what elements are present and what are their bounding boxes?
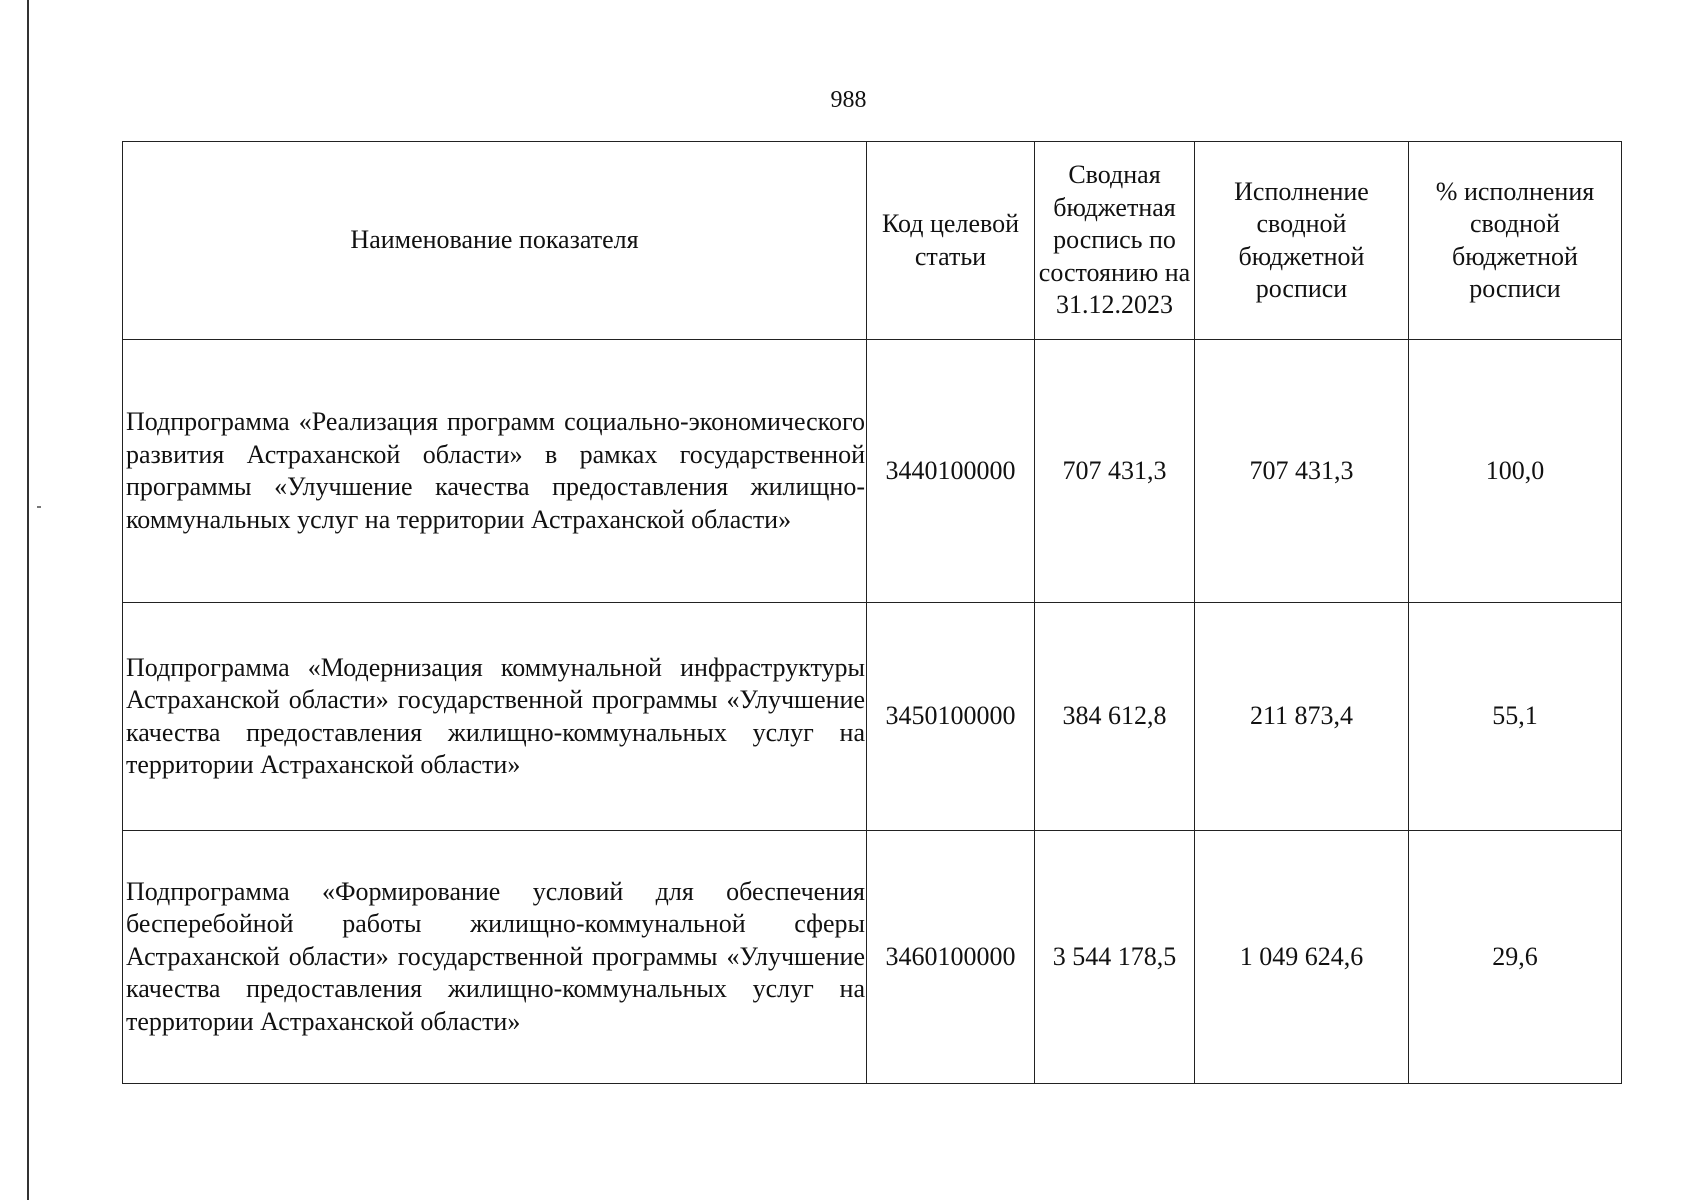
indicator-name-cell: Подпрограмма «Формирование условий для обеспечения бесперебойной работы жилищно-коммунальной сферы Астраханской области» государственной программы «Улучшение качества предоставления жилищно-коммунальных услуг на территории Астраханской области» bbox=[123, 831, 867, 1084]
table-row bbox=[123, 603, 1622, 831]
budget-plan-cell: 3 544 178,5 bbox=[1035, 831, 1195, 1084]
target-code-cell: 3440100000 bbox=[867, 340, 1035, 603]
header-budget-execution: Исполнение сводной бюджетной росписи bbox=[1195, 142, 1409, 340]
execution-percent-cell: 29,6 bbox=[1409, 831, 1622, 1084]
indicator-name-cell: Подпрограмма «Реализация программ социально-экономического развития Астраханской области» в рамках государственной программы «Улучшение качества предоставления жилищно-коммунальных услуг на территории Астраханской области» bbox=[123, 340, 867, 603]
budget-execution-cell: 1 049 624,6 bbox=[1195, 831, 1409, 1084]
indicator-name-cell: Подпрограмма «Модернизация коммунальной инфраструктуры Астраханской области» государственной программы «Улучшение качества предоставления жилищно-коммунальных услуг на территории Астраханской области» bbox=[123, 603, 867, 831]
execution-percent-cell: 55,1 bbox=[1409, 603, 1622, 831]
margin-mark bbox=[37, 506, 41, 508]
execution-percent-cell: 100,0 bbox=[1409, 340, 1622, 603]
page-number: 988 bbox=[830, 87, 867, 113]
budget-plan-cell: 707 431,3 bbox=[1035, 340, 1195, 603]
header-target-code: Код целевой статьи bbox=[867, 142, 1035, 340]
header-indicator-name: Наименование показателя bbox=[123, 142, 867, 340]
header-execution-percent: % исполнения сводной бюджетной росписи bbox=[1409, 142, 1622, 340]
target-code-cell: 3450100000 bbox=[867, 603, 1035, 831]
budget-execution-table bbox=[122, 141, 1622, 1084]
target-code-cell: 3460100000 bbox=[867, 831, 1035, 1084]
table-row bbox=[123, 340, 1622, 603]
table-row bbox=[123, 831, 1622, 1084]
left-margin-line bbox=[27, 0, 29, 1200]
budget-plan-cell: 384 612,8 bbox=[1035, 603, 1195, 831]
budget-execution-cell: 707 431,3 bbox=[1195, 340, 1409, 603]
header-budget-plan: Сводная бюджетная роспись по состоянию на 31.12.2023 bbox=[1035, 142, 1195, 340]
table-header-row bbox=[123, 142, 1622, 340]
budget-execution-cell: 211 873,4 bbox=[1195, 603, 1409, 831]
